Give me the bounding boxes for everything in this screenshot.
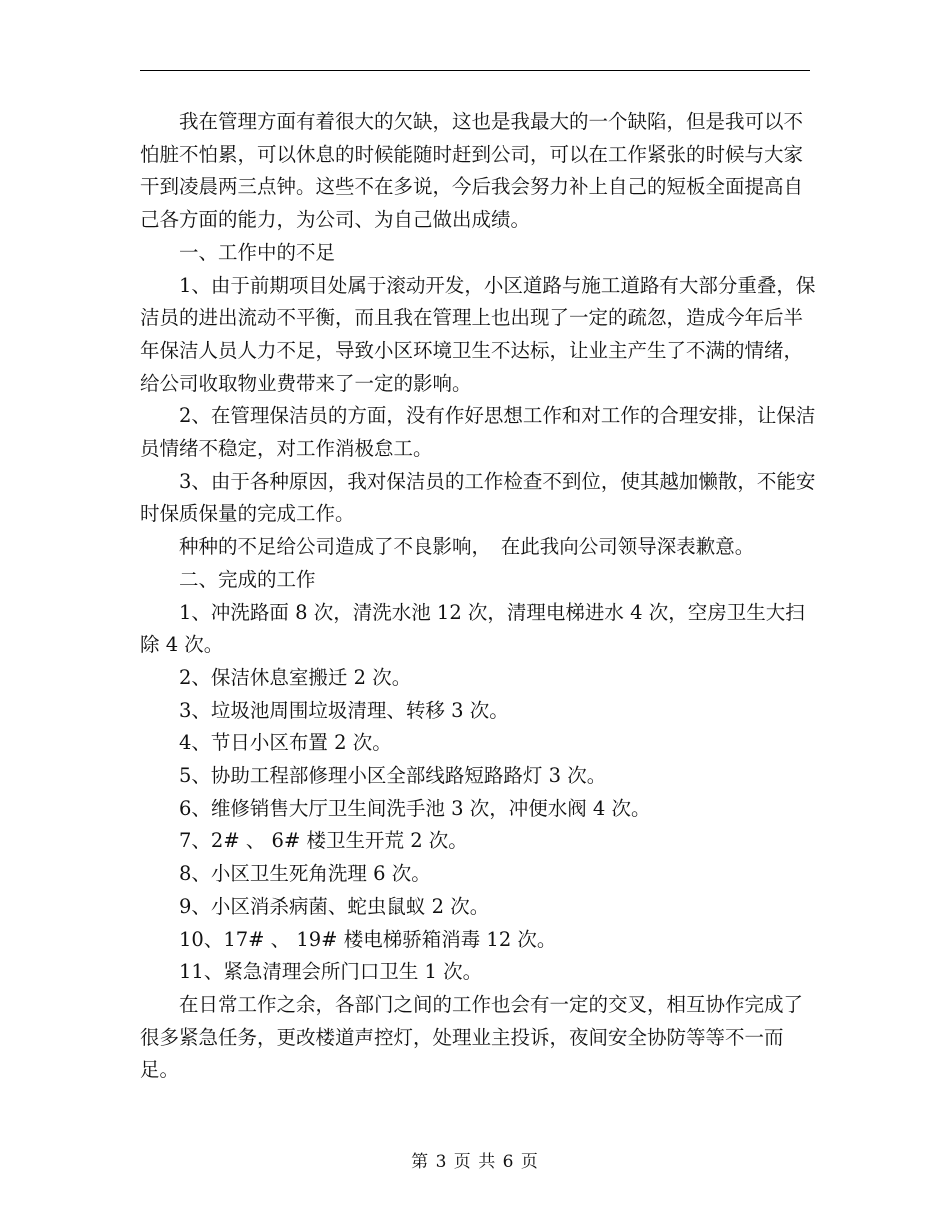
- list-item-work-7: 7、2# 、 6# 楼卫生开荒 2 次。: [179, 829, 468, 853]
- list-item-work-2: 2、保洁休息室搬迁 2 次。: [179, 665, 412, 689]
- page-number: 第 3 页 共 6 页: [411, 1152, 539, 1172]
- list-item-work-4: 4、节日小区布置 2 次。: [179, 731, 392, 755]
- list-item-work-6: 6、维修销售大厅卫生间洗手池 3 次，冲便水阀 4 次。: [179, 796, 651, 820]
- document-body: [140, 106, 820, 1087]
- list-item-work-11: 11、紧急清理会所门口卫生 1 次。: [179, 960, 483, 984]
- list-item-work-8: 8、小区卫生死角洗理 6 次。: [179, 862, 431, 886]
- paragraph-intro: 我在管理方面有着很大的欠缺，这也是我最大的一个缺陷，但是我可以不怕脏不怕累，可以休息的时候能随时赶到公司，可以在工作紧张的时候与大家干到凌晨两三点钟。这些不在多说，今后我会努力补上自己的短板全面提高自己各方面的能力，为公司、为自己做出成绩。: [140, 110, 804, 232]
- section-heading-shortcomings: 一、工作中的不足: [179, 240, 336, 264]
- paragraph-shortcoming-1: 1、由于前期项目处属于滚动开发，小区道路与施工道路有大部分重叠，保洁员的进出流动不平衡，而且我在管理上也出现了一定的疏忽，造成今年后半年保洁人员人力不足，导致小区环境卫生不达标，让业主产生了不满的情绪，给公司收取物业费带来了一定的影响。: [140, 273, 816, 395]
- list-item-work-9: 9、小区消杀病菌、蛇虫鼠蚁 2 次。: [179, 894, 490, 918]
- header-rule: [140, 70, 810, 71]
- paragraph-shortcoming-2: 2、在管理保洁员的方面，没有作好思想工作和对工作的合理安排，让保洁员情绪不稳定，对工作消极怠工。: [140, 404, 816, 461]
- list-item-work-3: 3、垃圾池周围垃圾清理、转移 3 次。: [179, 698, 509, 722]
- list-item-work-1: 1、冲洗路面 8 次，清洗水池 12 次，清理电梯进水 4 次，空房卫生大扫除 4 次。: [140, 600, 805, 657]
- list-item-work-10: 10、17# 、 19# 楼电梯骄箱消毒 12 次。: [179, 927, 557, 951]
- paragraph-closing: 在日常工作之余，各部门之间的工作也会有一定的交叉，相互协作完成了很多紧急任务，更改楼道声控灯，处理业主投诉，夜间安全协防等等不一而足。: [140, 992, 804, 1082]
- section-heading-completed-work: 二、完成的工作: [179, 567, 316, 591]
- paragraph-apology: 种种的不足给公司造成了不良影响， 在此我向公司领导深表歉意。: [179, 535, 755, 559]
- list-item-work-5: 5、协助工程部修理小区全部线路短路路灯 3 次。: [179, 764, 607, 788]
- paragraph-shortcoming-3: 3、由于各种原因，我对保洁员的工作检查不到位，使其越加懒散，不能安时保质保量的完成工作。: [140, 469, 816, 526]
